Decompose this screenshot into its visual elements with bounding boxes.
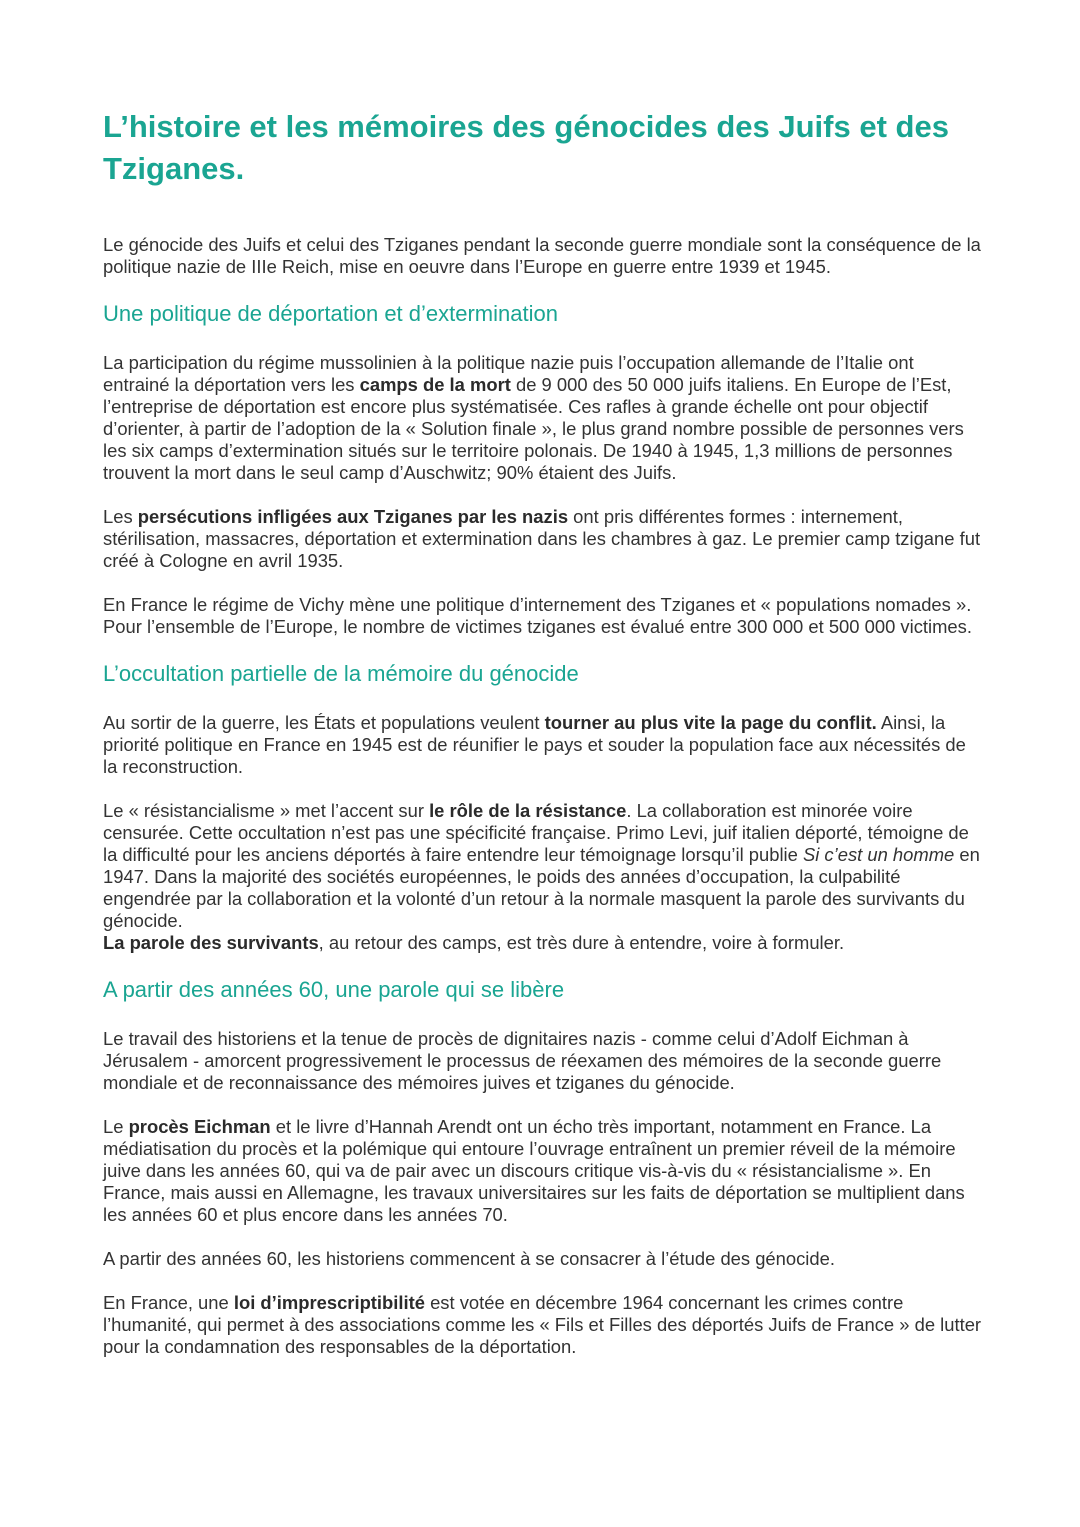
section-heading-sixties: A partir des années 60, une parole qui se libère: [103, 977, 565, 1002]
paragraph-resistancialisme: Le « résistancialisme » met l’accent sur le rôle de la résistance. La collaboration est minorée voire censurée. Cette occultation n’est pas une spécificité française. Primo Levi, juif italien déporté, témoigne de la difficulté pour les anciens déportés à faire entendre leur témoignage lorsqu’il publie Si c’est un homme en 1947. Dans la majorité des sociétés européennes, le poids des années d’occupation, la culpabilité engendrée par la collaboration et la volonté d’un retour à la normale masquent la parole des survivants du génocide.: [103, 800, 980, 931]
bold-term: le rôle de la résistance: [429, 800, 627, 821]
book-title: Si c’est un homme: [802, 844, 955, 865]
paragraph-vichy: En France le régime de Vichy mène une politique d’internement des Tziganes et « populations nomades ». Pour l’ensemble de l’Europe, le nombre de victimes tziganes est évalué entre 300 000 et 500 000 victimes.: [103, 594, 972, 637]
intro-section: [103, 234, 983, 278]
paragraph-deportation-italy: La participation du régime mussolinien à la politique nazie puis l’occupation allemande de l’Italie ont entrainé la déportation vers les camps de la mort de 9 000 des 50 000 juifs italiens. En Europe de l’Est, l’entreprise de déportation est encore plus systématisée. Ces rafles à grande échelle ont pour objectif d’orienter, à partir de l’adoption de la « Solution finale », le plus grand nombre possible de personnes vers les six camps d’extermination situés sur le territoire polonais. De 1940 à 1945, 1,3 millions de personnes trouvent la mort dans le seul camp d’Auschwitz; 90% étaient des Juifs.: [103, 352, 964, 483]
paragraph-historians-trials: Le travail des historiens et la tenue de procès de dignitaires nazis - comme celui d’Adolf Eichman à Jérusalem - amorcent progressivement le processus de réexamen des mémoires de la seconde guerre mondiale et de reconnaissance des mémoires juives et tziganes du génocide.: [103, 1028, 942, 1093]
paragraph-imprescriptibility: En France, une loi d’imprescriptibilité est votée en décembre 1964 concernant les crimes contre l’humanité, qui permet à des associations comme les « Fils et Filles des déportés Juifs de France » de lutter pour la condamnation des responsables de la déportation.: [103, 1292, 982, 1357]
section-body-occultation: [103, 712, 983, 954]
page-title: L’histoire et les mémoires des génocides des Juifs et des Tziganes.: [103, 109, 949, 186]
intro-paragraph: Le génocide des Juifs et celui des Tziganes pendant la seconde guerre mondiale sont la conséquence de la politique nazie de IIIe Reich, mise en oeuvre dans l’Europe en guerre entre 1939 et 1945.: [103, 234, 981, 277]
paragraph-tziganes-persecution: Les persécutions infligées aux Tziganes par les nazis ont pris différentes formes : internement, stérilisation, massacres, déportation et extermination dans les chambres à gaz. Le premier camp tzigane fut créé à Cologne en avril 1935.: [103, 506, 981, 571]
bold-term: persécutions infligées aux Tziganes par les nazis: [137, 506, 569, 527]
section-sixties: [103, 976, 983, 1358]
section-occultation: [103, 660, 983, 954]
section-heading-occultation: L’occultation partielle de la mémoire du génocide: [103, 661, 579, 686]
section-body-deportation: [103, 352, 983, 638]
document-page: [103, 106, 983, 1358]
bold-term: tourner au plus vite la page du conflit.: [544, 712, 877, 733]
section-body-sixties: [103, 1028, 983, 1358]
bold-term: camps de la mort: [359, 374, 511, 395]
paragraph-survivors: La parole des survivants, au retour des camps, est très dure à entendre, voire à formuler.: [103, 932, 845, 953]
paragraph-eichman-trial: Le procès Eichman et le livre d’Hannah Arendt ont un écho très important, notamment en France. La médiatisation du procès et la polémique qui entoure l’ouvrage entraînent un premier réveil de la mémoire juive dans les années 60, qui va de pair avec un discours critique vis-à-vis du « résistancialisme ». En France, mais aussi en Allemagne, les travaux universitaires sur les faits de déportation se multiplient dans les années 60 et plus encore dans les années 70.: [103, 1116, 965, 1225]
section-heading-deportation: Une politique de déportation et d’extermination: [103, 301, 558, 326]
bold-term: procès Eichman: [128, 1116, 271, 1137]
bold-term: La parole des survivants: [103, 932, 319, 953]
paragraph-historians-sixties: A partir des années 60, les historiens commencent à se consacrer à l’étude des génocide.: [103, 1248, 835, 1269]
bold-term: loi d’imprescriptibilité: [233, 1292, 425, 1313]
section-deportation: [103, 300, 983, 638]
paragraph-postwar: Au sortir de la guerre, les États et populations veulent tourner au plus vite la page du conflit. Ainsi, la priorité politique en France en 1945 est de réunifier le pays et souder la population face aux nécessités de la reconstruction.: [103, 712, 966, 777]
